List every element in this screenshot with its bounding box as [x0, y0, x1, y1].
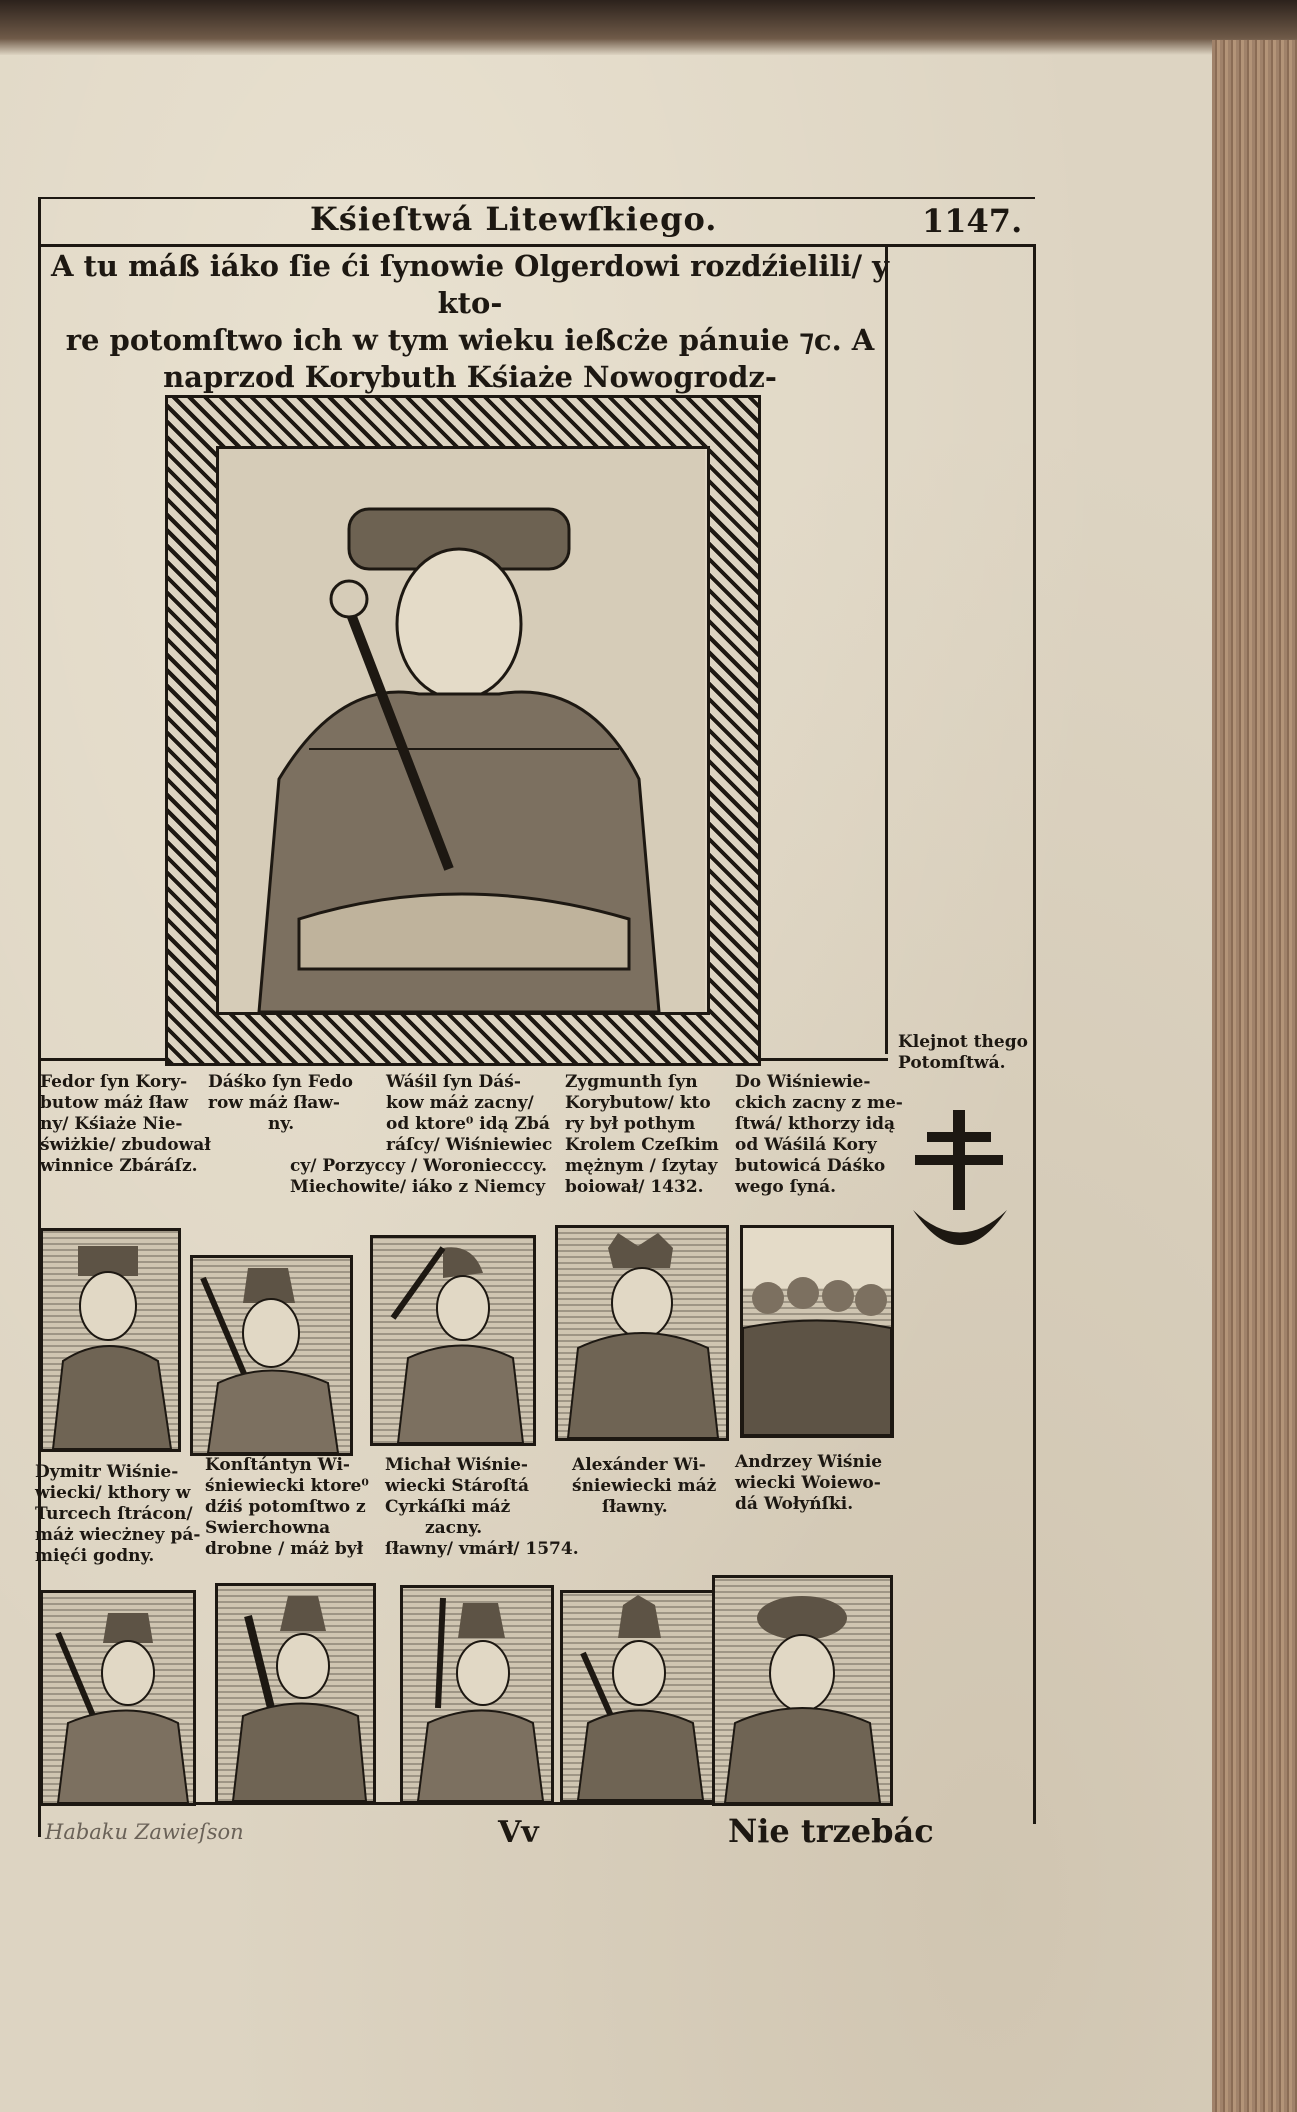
caption-line: Turcech ſtrácon/ [35, 1504, 193, 1524]
caption-line: Miechowite/ iáko z Niemcy [290, 1177, 546, 1197]
caption-line: od ktore⁰ idą Zbá [386, 1114, 550, 1134]
caption-line: śniewiecki máż [572, 1476, 717, 1496]
caption-line: ny. [268, 1114, 295, 1134]
side-note [898, 1032, 1028, 1074]
book-top-edge [0, 0, 1297, 55]
intro-line: re potomſtwo ich w tym wieku ießcże pánuie ⁊c. A [65, 323, 875, 357]
korybut-woodcut-portrait [219, 449, 705, 1012]
woodcut-wisniewiecki-group [740, 1225, 894, 1438]
caption-line: wego ſyná. [735, 1177, 837, 1197]
ornamental-border [165, 395, 761, 1066]
right-rule [1033, 244, 1036, 1824]
caption-line: Dymitr Wiśnie- [35, 1462, 179, 1482]
portrait-figure-image [43, 1231, 178, 1449]
caption-line: drobne / máż był [205, 1539, 364, 1559]
handwritten-note: Habaku Zawieſson [45, 1820, 244, 1844]
caption-line: Dáśko ſyn Fedo [208, 1072, 354, 1092]
caption-line: ſławny/ vmárł/ 1574. [385, 1539, 579, 1559]
caption-line: mięći godny. [35, 1546, 155, 1566]
book-fore-edge [1212, 40, 1297, 2112]
caption-line: Do Wiśniewie- [735, 1072, 871, 1092]
portrait-figure-image [373, 1238, 533, 1443]
caption-line: Cyrkáſki máż [385, 1497, 511, 1517]
caption-line: mężnym / ſzytay [565, 1156, 718, 1176]
caption-alexander [572, 1455, 716, 1518]
caption-line: dźiś potomſtwo z [205, 1497, 366, 1517]
caption-line: wiecki Woiewo- [735, 1473, 881, 1493]
signature-mark: Vv [498, 1815, 539, 1850]
caption-line: Konſtántyn Wi- [205, 1455, 350, 1475]
running-title: Kśieſtwá Litewſkiego. [310, 200, 718, 238]
coat-of-arms-cross-crescent-icon [905, 1110, 1015, 1275]
caption-line: wiecki Stároſtá [385, 1476, 530, 1496]
caption-zygmunt [565, 1072, 719, 1198]
woodcut-fedor [40, 1228, 181, 1452]
caption-line: Andrzey Wiśnie [735, 1452, 883, 1472]
caption-line: świżkie/ zbudował [40, 1135, 211, 1155]
portrait-figure-image [218, 1586, 373, 1801]
woodcut-dymitr [40, 1590, 196, 1806]
portrait-figure-image [563, 1593, 713, 1800]
caption-line: Fedor ſyn Kory- [40, 1072, 188, 1092]
woodcut-michal [400, 1585, 554, 1804]
caption-line: ny/ Kśiaże Nie- [40, 1114, 183, 1134]
caption-line: winnice Zbáráſz. [40, 1156, 198, 1176]
caption-line: Korybutow/ kto [565, 1093, 711, 1113]
catchword: Nie trzebác [728, 1812, 934, 1850]
caption-line: máż wiecżney pá- [35, 1525, 201, 1545]
header-top-rule [40, 197, 1035, 199]
caption-line: śniewiecki ktore⁰ [205, 1476, 369, 1496]
caption-line: dá Wołyńſki. [735, 1494, 854, 1514]
caption-line: butow máż ſław [40, 1093, 189, 1113]
caption-line: Krolem Czeſkim [565, 1135, 719, 1155]
portrait-group-image [743, 1228, 891, 1435]
caption-line: od Wáśilá Kory [735, 1135, 877, 1155]
portrait-figure-image [193, 1258, 350, 1453]
caption-konstantyn [205, 1455, 369, 1560]
caption-line: Wáśil ſyn Dáś- [386, 1072, 521, 1092]
intro-line: A tu máß iáko ſie ći ſynowie Olgerdowi rozdźielili/ y kto- [50, 249, 890, 320]
caption-line: cy/ Porzyccy / Woroniecccy. [290, 1156, 548, 1176]
caption-andrzey [735, 1452, 882, 1515]
caption-line: wiecki/ kthory w [35, 1483, 191, 1503]
side-note-line: Klejnot thego [898, 1032, 1028, 1052]
caption-line: butowicá Dáśko [735, 1156, 886, 1176]
caption-wasil [290, 1072, 552, 1198]
portrait-figure-image [43, 1593, 193, 1803]
page-number: 1147. [922, 202, 1023, 240]
caption-line: Alexánder Wi- [572, 1455, 706, 1475]
intro-line: naprzod Korybuth Kśiaże Nowogrodz- [163, 360, 777, 394]
caption-line: kow máż zacny/ [386, 1093, 534, 1113]
portrait-figure-image [403, 1588, 551, 1801]
side-note-line: Potomſtwá. [898, 1053, 1006, 1073]
caption-line: ckich zacny z me- [735, 1093, 903, 1113]
portrait-figure-image [558, 1228, 726, 1438]
caption-line: Michał Wiśnie- [385, 1455, 528, 1475]
woodcut-konstantyn [215, 1583, 376, 1804]
caption-line: ráſcy/ Wiśniewiec [386, 1135, 553, 1155]
caption-wisniewiecki-house [735, 1072, 903, 1198]
caption-line: ſławny. [602, 1497, 668, 1517]
woodcut-zygmunt [555, 1225, 729, 1441]
caption-line: ry był pothym [565, 1114, 696, 1134]
caption-line: boiował/ 1432. [565, 1177, 704, 1197]
caption-line: row máż ſław- [208, 1093, 340, 1113]
portrait-panel [216, 446, 710, 1015]
caption-michal [385, 1455, 579, 1560]
portrait-figure-image [715, 1578, 890, 1803]
woodcut-alexander [560, 1590, 716, 1803]
caption-fedor [40, 1072, 211, 1177]
caption-line: zacny. [425, 1518, 483, 1538]
woodcut-wasil [370, 1235, 536, 1446]
caption-dymitr [35, 1462, 200, 1567]
caption-line: ſtwá/ kthorzy idą [735, 1114, 896, 1134]
caption-line: Swierchowna [205, 1518, 331, 1538]
woodcut-dasko [190, 1255, 353, 1456]
woodcut-andrzey [712, 1575, 893, 1806]
caption-line: Zygmunth ſyn [565, 1072, 698, 1092]
